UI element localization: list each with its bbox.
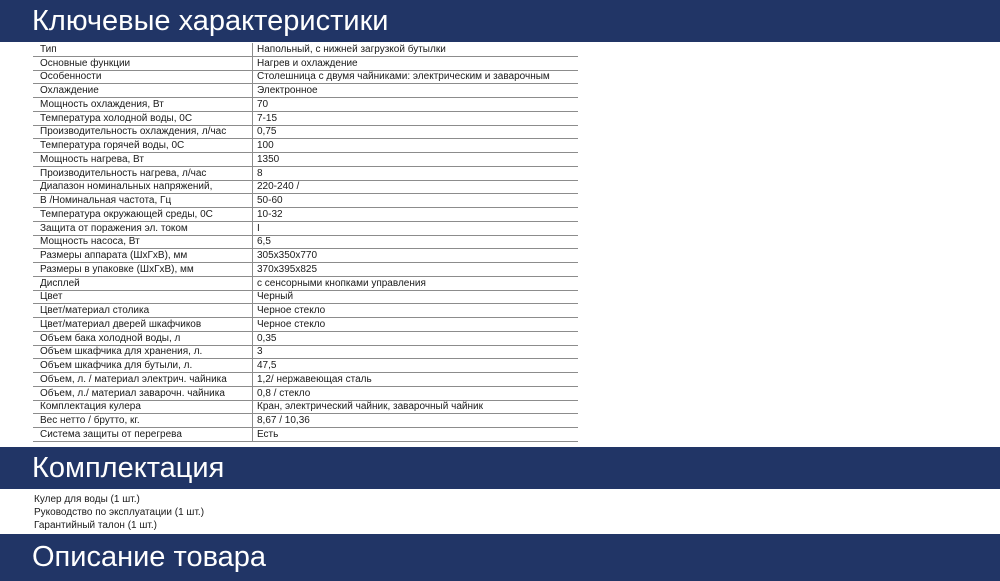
spec-row xyxy=(33,166,578,180)
spec-row xyxy=(33,373,578,387)
spec-row xyxy=(33,414,578,428)
spec-key: Температура холодной воды, 0С xyxy=(33,111,253,125)
spec-row xyxy=(33,221,578,235)
specs-section-header xyxy=(0,0,1000,42)
spec-value: 47,5 xyxy=(253,359,579,373)
spec-row xyxy=(33,276,578,290)
spec-value: 50-60 xyxy=(253,194,579,208)
spec-key: Основные функции xyxy=(33,56,253,70)
spec-key: Производительность охлаждения, л/час xyxy=(33,125,253,139)
spec-value: 220-240 / xyxy=(253,180,579,194)
spec-key: Мощность насоса, Вт xyxy=(33,235,253,249)
spec-key: Мощность нагрева, Вт xyxy=(33,153,253,167)
spec-key: Цвет/материал дверей шкафчиков xyxy=(33,318,253,332)
spec-key: В /Номинальная частота, Гц xyxy=(33,194,253,208)
kit-list xyxy=(34,493,204,532)
kit-section-header xyxy=(0,447,1000,489)
spec-row xyxy=(33,235,578,249)
spec-value: 8 xyxy=(253,166,579,180)
spec-value: Столешница с двумя чайниками: электрическим и заварочным xyxy=(253,70,579,84)
spec-key: Объем шкафчика для хранения, л. xyxy=(33,345,253,359)
spec-key: Особенности xyxy=(33,70,253,84)
spec-value: Есть xyxy=(253,428,579,442)
spec-value: Нагрев и охлаждение xyxy=(253,56,579,70)
spec-row xyxy=(33,318,578,332)
spec-row xyxy=(33,345,578,359)
spec-value: 3 xyxy=(253,345,579,359)
specs-section-title: Ключевые характеристики xyxy=(32,4,389,37)
spec-key: Объем бака холодной воды, л xyxy=(33,331,253,345)
spec-value: Напольный, с нижней загрузкой бутылки xyxy=(253,43,579,56)
spec-row xyxy=(33,56,578,70)
spec-key: Размеры аппарата (ШхГхВ), мм xyxy=(33,249,253,263)
spec-key: Система защиты от перегрева xyxy=(33,428,253,442)
spec-key: Цвет xyxy=(33,290,253,304)
spec-key: Диапазон номинальных напряжений, xyxy=(33,180,253,194)
spec-row xyxy=(33,180,578,194)
spec-row xyxy=(33,428,578,442)
spec-row xyxy=(33,400,578,414)
spec-row xyxy=(33,84,578,98)
specs-table xyxy=(33,43,578,442)
spec-value: 0,75 xyxy=(253,125,579,139)
spec-value: 70 xyxy=(253,98,579,112)
spec-row xyxy=(33,359,578,373)
spec-value: 1,2/ нержавеющая сталь xyxy=(253,373,579,387)
spec-key: Температура окружающей среды, 0С xyxy=(33,208,253,222)
spec-value: 1350 xyxy=(253,153,579,167)
kit-item: Гарантийный талон (1 шт.) xyxy=(34,520,157,531)
spec-key: Температура горячей воды, 0С xyxy=(33,139,253,153)
spec-row xyxy=(33,249,578,263)
spec-value: Черное стекло xyxy=(253,304,579,318)
kit-item: Руководство по эксплуатации (1 шт.) xyxy=(34,507,205,518)
spec-row xyxy=(33,208,578,222)
spec-row xyxy=(33,153,578,167)
spec-row xyxy=(33,43,578,56)
spec-key: Объем шкафчика для бутыли, л. xyxy=(33,359,253,373)
spec-row xyxy=(33,263,578,277)
spec-key: Объем, л./ материал заварочн. чайника xyxy=(33,386,253,400)
spec-row xyxy=(33,304,578,318)
spec-value: Кран, электрический чайник, заварочный чайник xyxy=(253,400,579,414)
spec-value: 8,67 / 10,36 xyxy=(253,414,579,428)
spec-key: Цвет/материал столика xyxy=(33,304,253,318)
spec-key: Объем, л. / материал электрич. чайника xyxy=(33,373,253,387)
spec-row xyxy=(33,125,578,139)
spec-key: Охлаждение xyxy=(33,84,253,98)
spec-value: 370х395х825 xyxy=(253,263,579,277)
spec-row xyxy=(33,70,578,84)
spec-value: 6,5 xyxy=(253,235,579,249)
kit-item: Кулер для воды (1 шт.) xyxy=(34,494,140,505)
spec-value: 0,8 / стекло xyxy=(253,386,579,400)
spec-row xyxy=(33,98,578,112)
spec-value: Электронное xyxy=(253,84,579,98)
spec-row xyxy=(33,386,578,400)
spec-value: 305х350х770 xyxy=(253,249,579,263)
spec-key: Дисплей xyxy=(33,276,253,290)
description-section-header xyxy=(0,534,1000,581)
kit-section-title: Комплектация xyxy=(32,451,225,484)
spec-value: Черное стекло xyxy=(253,318,579,332)
description-section-title: Описание товара xyxy=(32,541,267,573)
spec-key: Комплектация кулера xyxy=(33,400,253,414)
spec-value: 100 xyxy=(253,139,579,153)
spec-value: Черный xyxy=(253,290,579,304)
spec-key: Тип xyxy=(33,43,253,56)
spec-row xyxy=(33,194,578,208)
spec-key: Вес нетто / брутто, кг. xyxy=(33,414,253,428)
spec-value: с сенсорными кнопками управления xyxy=(253,276,579,290)
spec-row xyxy=(33,331,578,345)
spec-row xyxy=(33,290,578,304)
spec-value: I xyxy=(253,221,579,235)
spec-row xyxy=(33,111,578,125)
spec-key: Мощность охлаждения, Вт xyxy=(33,98,253,112)
spec-key: Производительность нагрева, л/час xyxy=(33,166,253,180)
spec-row xyxy=(33,139,578,153)
spec-value: 7-15 xyxy=(253,111,579,125)
spec-value: 10-32 xyxy=(253,208,579,222)
spec-key: Размеры в упаковке (ШхГхВ), мм xyxy=(33,263,253,277)
spec-key: Защита от поражения эл. током xyxy=(33,221,253,235)
spec-value: 0,35 xyxy=(253,331,579,345)
